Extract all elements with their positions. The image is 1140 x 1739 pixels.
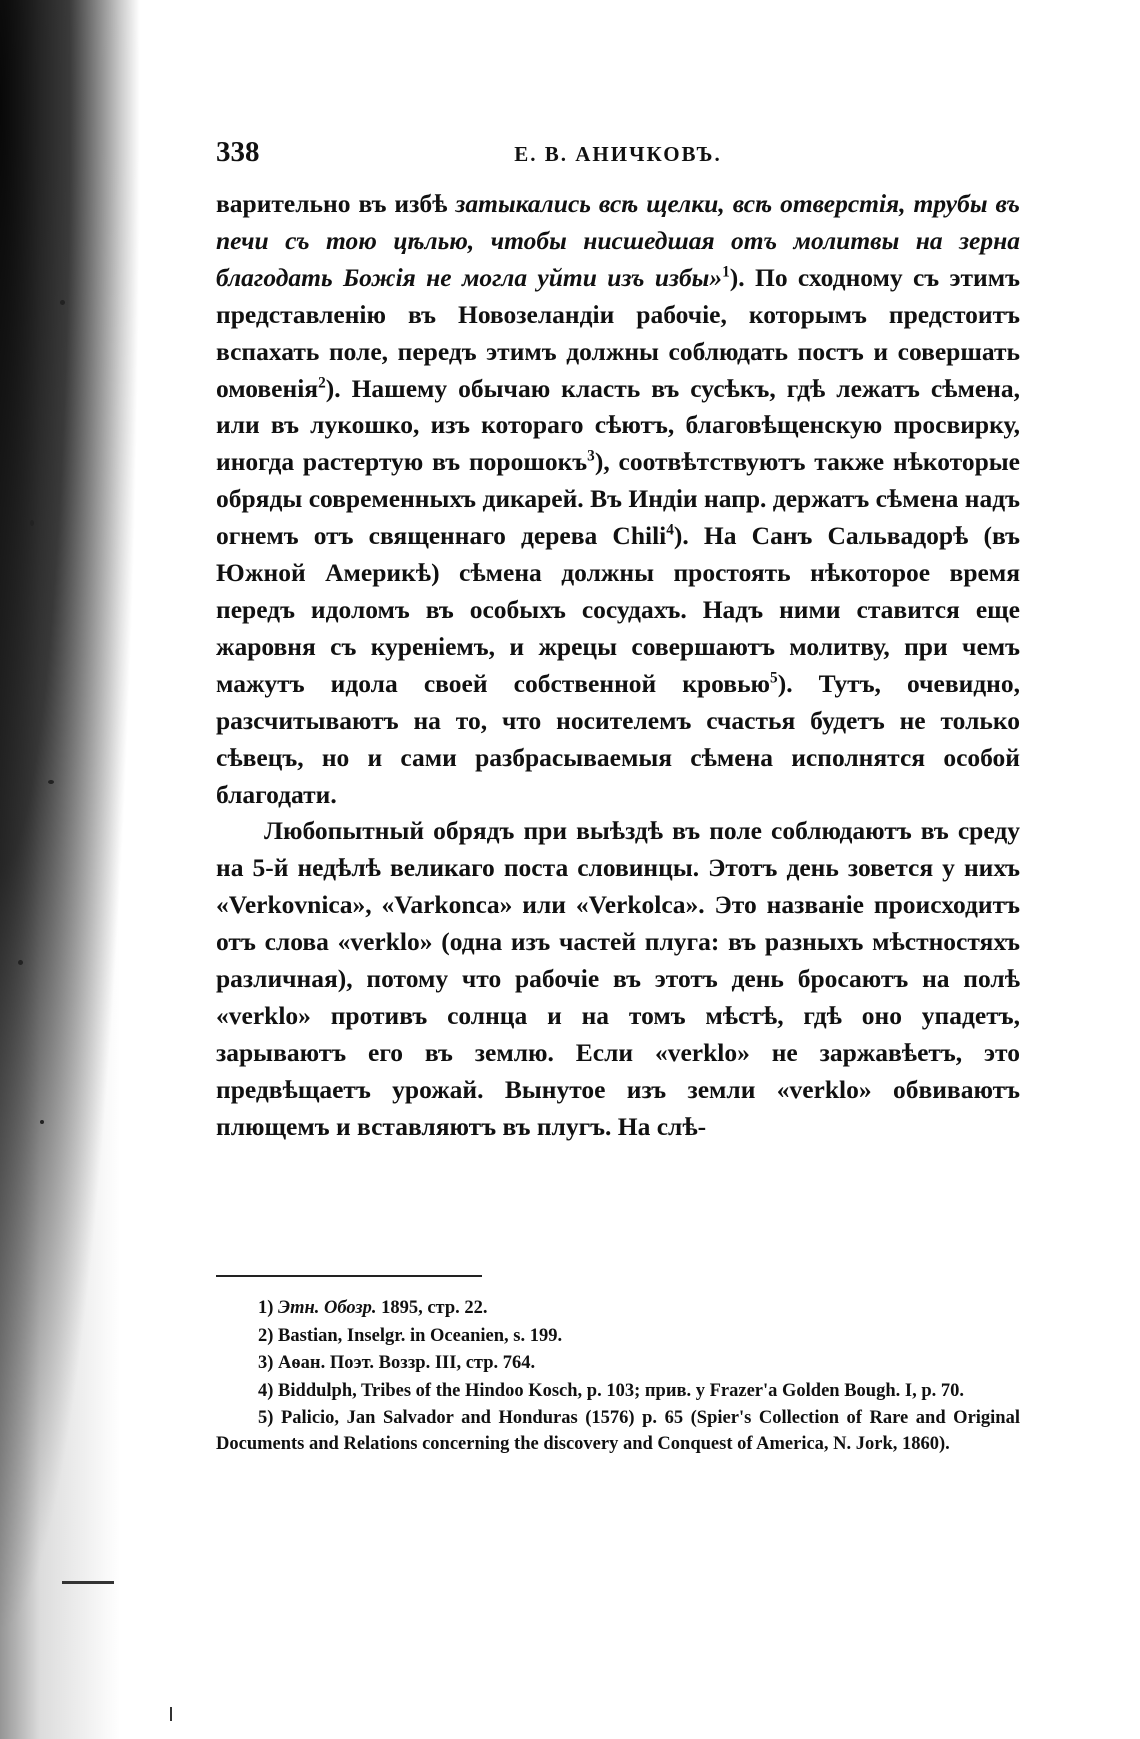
footnote-5: 5) Palicio, Jan Salvador and Honduras (1576) p. 65 (Spier's Collection of Rare and Original Documents and Relations concerning the discovery and Conquest of America, N. Jork, 1860). [216, 1408, 1020, 1454]
footnote-ref-5: 5 [770, 669, 778, 687]
footnote-ref-2: 2 [318, 374, 326, 392]
scan-tick-mark [170, 1707, 172, 1721]
footnote-ref-4: 4 [666, 521, 674, 539]
scan-shadow-edge [0, 0, 150, 1739]
footnote-4: 4) Biddulph, Tribes of the Hindoo Kosch, p. 103; прив. у Frazer'a Golden Bough. I, p. 70. [258, 1380, 964, 1401]
footnote-3: 3) Аѳан. Поэт. Воззр. III, стр. 764. [258, 1353, 536, 1373]
footnote-divider [216, 1275, 482, 1277]
page-number: 338 [216, 136, 260, 168]
main-text [216, 186, 1020, 1146]
page-header [216, 136, 1020, 176]
footnote-1: 1) Этн. Обозр. 1895, стр. 22. [258, 1298, 488, 1318]
scan-dash-mark [62, 1581, 114, 1584]
paragraph-1: варительно въ избѣ затыкались всѣ щелки, всѣ отверстія, трубы въ печи съ тою цѣлью, чтобы нисшедшая отъ молитвы на зерна благодать Божія не могла уйти изъ избы»$^1$). По сходному съ этимъ представленію въ Новозеландіи рабочіе, которымъ предстоитъ вспахать поле, передъ этимъ должны соблюдать постъ и совершать омовенія$^2$). Нашему обычаю класть въ сусѣкъ, гдѣ лежатъ сѣмена, или въ лукошко, изъ котораго сѣютъ, благовѣщенскую просвирку, иногда растертую въ порошокъ$^3$), соотвѣтствуютъ также нѣкоторые обряды современныхъ дикарей. Въ Индіи напр. держатъ сѣмена надъ огнемъ отъ священнаго дерева Chili$^4$). На Санъ Сальвадорѣ (въ Южной Америкѣ) сѣмена должны простоять нѣкоторое время передъ идоломъ въ особыхъ сосудахъ. Надъ ними ставится еще жаровня съ куреніемъ, и жрецы совершаютъ молитву, при чемъ мажутъ идола своей собственной кровью$^5$). Тутъ, очевидно, разсчитываютъ на то, что носителемъ счастья будетъ не только сѣвецъ, но и сами разбрасываемыя сѣмена исполнятся особой благодати. [216, 189, 1021, 809]
footnote-ref-3: 3 [587, 447, 595, 465]
footnote-ref-1: 1 [722, 263, 730, 281]
paragraph-2: Любопытный обрядъ при выѣздѣ въ поле соблюдаютъ въ среду на 5-й недѣлѣ великаго поста словинцы. Этотъ день зовется у нихъ «Verkovnica», «Varkonca» или «Verkolca». Это названіе происходитъ отъ слова «verklo» (одна изъ частей плуга: въ разныхъ мѣстностяхъ различная), потому что рабочіе въ этотъ день бросаютъ на полѣ «verklo» противъ солнца и на томъ мѣстѣ, гдѣ оно упадетъ, зарываютъ его въ землю. Если «verklo» не заржавѣетъ, это предвѣщаетъ урожай. Вынутое изъ земли «verklo» обвиваютъ плющемъ и вставляютъ въ плугъ. На слѣ- [216, 816, 1020, 1141]
running-head: Е. В. АНИЧКОВЪ. [514, 142, 722, 166]
footnote-2: 2) Bastian, Inselgr. in Oceanien, s. 199. [258, 1325, 563, 1346]
footnotes [216, 1296, 1020, 1459]
